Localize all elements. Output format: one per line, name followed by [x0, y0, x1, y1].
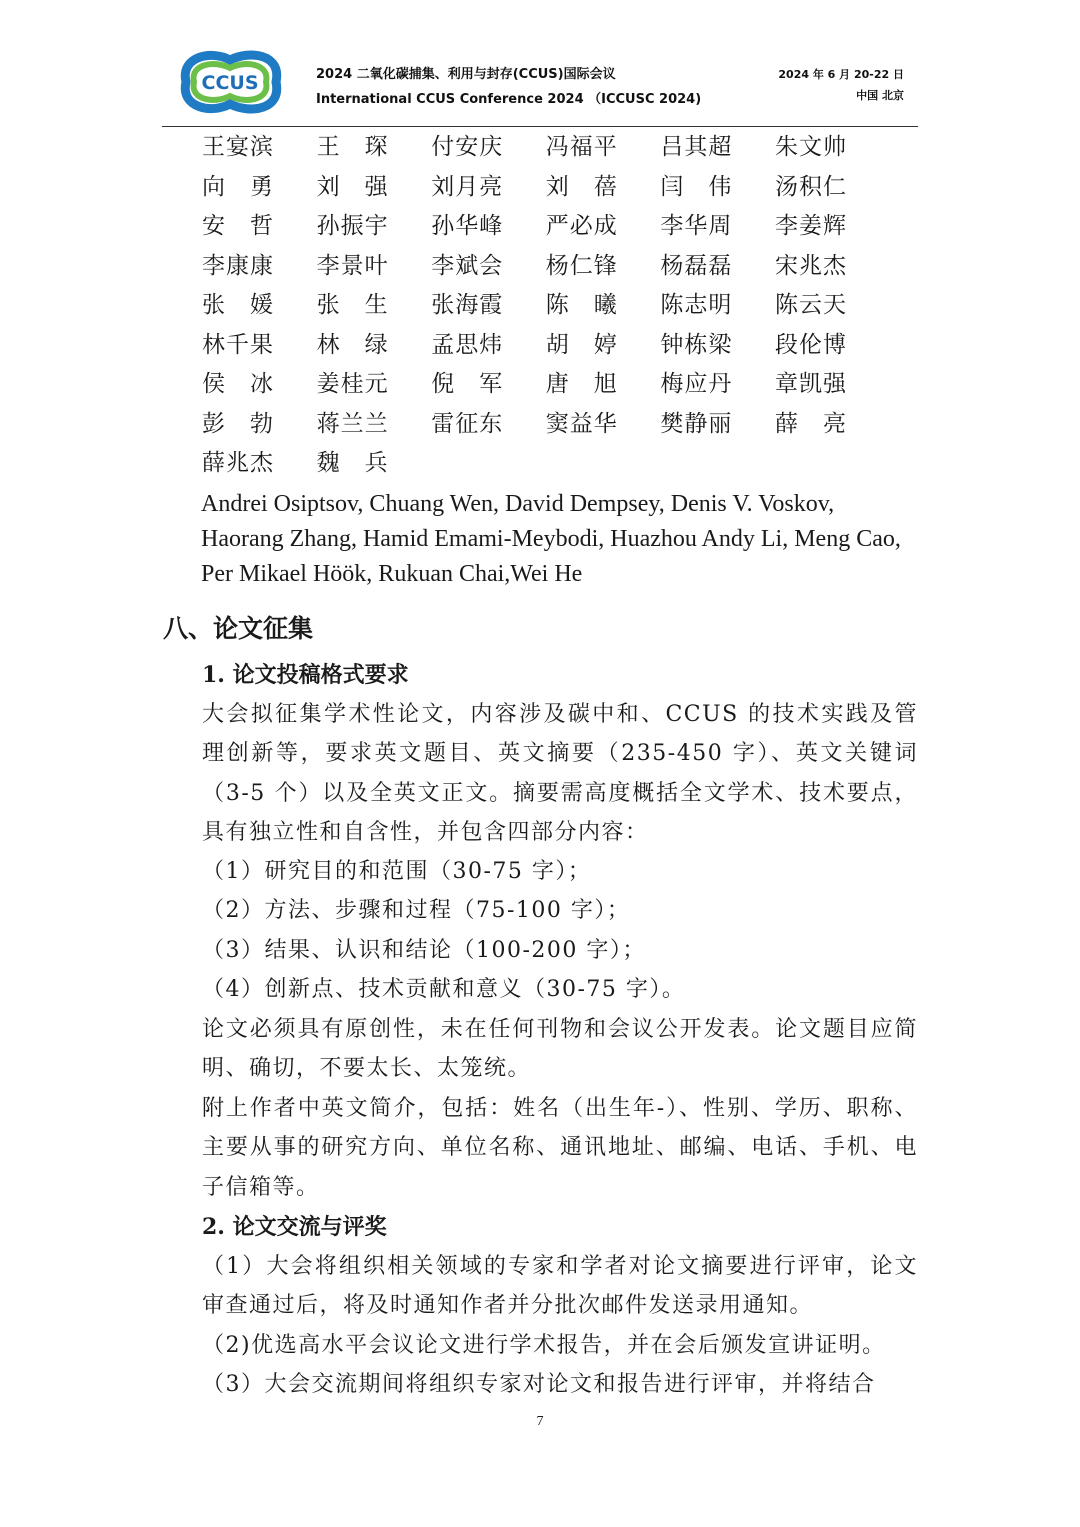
header-divider	[162, 126, 918, 127]
committee-member-name: 李斌会	[431, 252, 504, 279]
committee-member-name: 唐 旭	[545, 371, 618, 397]
subsection-1-title: 1. 论文投稿格式要求	[202, 662, 409, 688]
conference-date-location	[778, 64, 904, 106]
committee-member-name: 吕其超	[660, 134, 733, 160]
conference-title	[316, 62, 701, 112]
name-row	[202, 288, 890, 328]
committee-member-name: 孟思炜	[431, 331, 504, 358]
abstract-item: （4）创新点、技术贡献和意义（30-75 字）。	[202, 977, 686, 1003]
english-names: Andrei Osiptsov, Chuang Wen, David Dempsey, Denis V. Voskov, Haorang Zhang, Hamid Emami-Meybodi, Huazhou Andy Li, Meng Cao, Per Mikael Höök, Rukuan Chai,Wei He	[201, 491, 901, 587]
committee-member-name: 陈云天	[774, 292, 847, 318]
committee-member-name: 严必成	[545, 213, 618, 239]
name-row	[202, 367, 890, 407]
committee-member-name: 章凯强	[774, 371, 847, 397]
committee-member-name: 张海霞	[431, 292, 504, 318]
committee-member-name	[660, 446, 775, 486]
name-row	[202, 446, 890, 486]
committee-member-name: 朱文帅	[774, 134, 847, 160]
logo-text: CCUS	[201, 72, 259, 94]
name-row	[202, 328, 890, 368]
review-paragraph-1: （1）大会将组织相关领域的专家和学者对论文摘要进行评审，论文审查通过后，将及时通知作者并分批次邮件发送录用通知。	[202, 1254, 918, 1319]
review-paragraph-2: （2)优选高水平会议论文进行学术报告，并在会后颁发宣讲证明。	[202, 1333, 886, 1358]
conference-title-en: International CCUS Conference 2024 （ICCUSC 2024)	[316, 92, 702, 107]
committee-name-grid	[202, 130, 890, 486]
committee-member-name: 张 媛	[202, 292, 274, 318]
ccus-logo	[172, 44, 287, 120]
abstract-items-list	[202, 852, 918, 1010]
conference-location: 中国 北京	[856, 89, 904, 102]
committee-member-name: 向 勇	[202, 173, 274, 200]
committee-member-name: 刘 强	[316, 173, 389, 200]
page-number: 7	[536, 1414, 544, 1429]
committee-member-name: 宋兆杰	[774, 252, 847, 279]
page-header	[162, 40, 918, 126]
committee-member-name	[775, 446, 890, 486]
committee-member-name: 段伦博	[774, 331, 847, 358]
subsection-2-title: 2. 论文交流与评奖	[202, 1214, 387, 1240]
committee-member-name: 姜桂元	[316, 371, 389, 397]
committee-member-name	[431, 446, 546, 486]
name-row	[202, 170, 890, 210]
abstract-item: （2）方法、步骤和过程（75-100 字）；	[202, 898, 631, 924]
committee-member-name: 林 绿	[316, 331, 389, 358]
committee-member-name: 李姜辉	[774, 213, 847, 239]
committee-member-name: 刘月亮	[431, 173, 504, 200]
committee-member-name: 陈 曦	[545, 292, 618, 318]
conference-title-cn: 2024 二氧化碳捕集、利用与封存(CCUS)国际会议	[316, 67, 616, 82]
committee-member-name: 梅应丹	[660, 371, 733, 397]
committee-member-name: 张 生	[316, 292, 389, 318]
committee-member-name: 李康康	[202, 252, 274, 279]
committee-member-name: 魏 兵	[316, 450, 389, 476]
section-title: 八、论文征集	[163, 614, 314, 643]
committee-member-name: 王宴滨	[202, 134, 274, 160]
name-row	[202, 209, 890, 249]
committee-member-name: 汤积仁	[774, 173, 847, 200]
committee-member-name: 窦益华	[545, 410, 618, 437]
review-paragraph-3: （3）大会交流期间将组织专家对论文和报告进行评审，并将结合	[202, 1372, 876, 1397]
committee-member-name: 冯福平	[545, 134, 618, 160]
committee-member-name: 杨磊磊	[660, 252, 733, 279]
committee-member-name: 蒋兰兰	[316, 410, 389, 437]
committee-member-name: 彭 勃	[202, 410, 274, 437]
committee-member-name: 薛 亮	[774, 410, 847, 437]
committee-member-name: 钟栋梁	[660, 331, 733, 358]
committee-member-name: 雷征东	[431, 410, 504, 437]
committee-member-name: 樊静丽	[660, 410, 733, 437]
committee-member-name: 林千果	[202, 331, 274, 358]
committee-member-name: 杨仁锋	[545, 252, 618, 279]
committee-member-name: 陈志明	[660, 292, 733, 318]
originality-paragraph: 论文必须具有原创性，未在任何刊物和会议公开发表。论文题目应简明、确切，不要太长、太笼统。	[202, 1017, 918, 1082]
name-row	[202, 130, 890, 170]
committee-member-name: 安 哲	[202, 213, 274, 239]
committee-member-name: 刘 蓓	[545, 173, 618, 200]
submission-requirements-paragraph: 大会拟征集学术性论文，内容涉及碳中和、CCUS 的技术实践及管理创新等，要求英文题目、英文摘要（235-450 字）、英文关键词（3-5 个）以及全英文正文。摘要需高度概括全文学术、技术要点，具有独立性和自含性，并包含四部分内容：	[202, 702, 918, 846]
committee-member-name: 胡 婷	[545, 331, 618, 358]
committee-member-name: 孙华峰	[431, 213, 504, 239]
committee-member-name: 闫 伟	[660, 173, 733, 200]
committee-member-name: 倪 军	[431, 371, 504, 397]
name-row	[202, 407, 890, 447]
abstract-item: （1）研究目的和范围（30-75 字）；	[202, 859, 592, 884]
committee-member-name: 付安庆	[431, 134, 504, 160]
committee-member-name: 侯 冰	[202, 371, 274, 397]
conference-date: 2024 年 6 月 20-22 日	[778, 68, 904, 81]
committee-member-name: 孙振宇	[316, 213, 389, 239]
committee-member-name	[546, 446, 661, 486]
abstract-item: （3）结果、认识和结论（100-200 字）；	[202, 937, 646, 963]
name-row	[202, 249, 890, 289]
committee-member-name: 王 琛	[316, 134, 389, 160]
committee-member-name: 李华周	[660, 213, 733, 239]
committee-member-name: 李景叶	[316, 252, 389, 279]
committee-member-name: 薛兆杰	[202, 450, 274, 476]
author-info-paragraph: 附上作者中英文简介，包括：姓名（出生年-）、性别、学历、职称、主要从事的研究方向、单位名称、通讯地址、邮编、电话、手机、电子信箱等。	[202, 1096, 918, 1200]
